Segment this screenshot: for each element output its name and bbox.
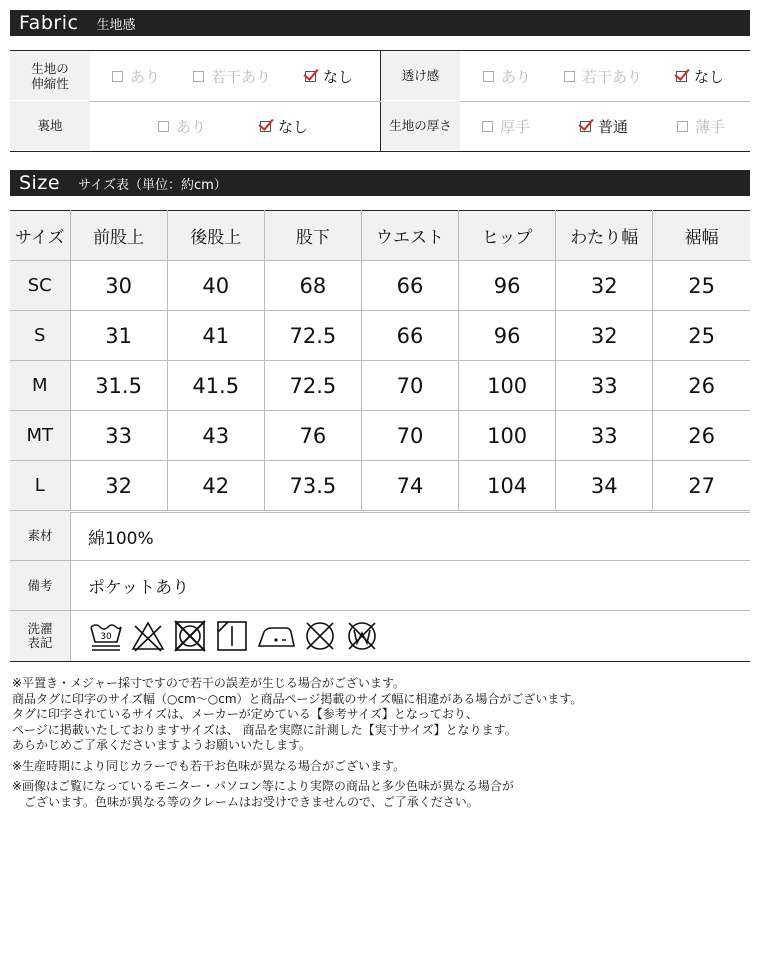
checkbox-icon [193,71,204,82]
checkbox-icon [482,121,493,132]
size-label: SC [10,261,70,311]
note-line: あらかじめご了承くださいますようお願いいたします。 [12,738,312,752]
size-row [10,311,750,361]
option-normal: 普通 [580,116,628,137]
size-title-jp: サイズ表（単位：約cm） [78,177,227,193]
checkbox-icon [112,71,123,82]
remarks-label: 備考 [10,561,71,610]
size-cell: 32 [556,311,653,361]
size-cell: 96 [459,311,556,361]
fabric-title-en: Fabric [19,12,79,34]
size-column-header: ウエスト [361,211,458,261]
size-cell: 30 [70,261,167,311]
size-cell: 26 [653,361,750,411]
fabric-label-thickness: 生地の厚さ [381,101,460,150]
remarks-row [10,561,750,611]
size-column-header: 裾幅 [653,211,750,261]
size-cell: 73.5 [264,461,361,512]
size-cell: 70 [361,361,458,411]
size-cell: 34 [556,461,653,512]
size-label: L [10,461,70,512]
size-cell: 40 [167,261,264,311]
size-cell: 33 [556,411,653,461]
fabric-table [10,50,750,152]
size-column-header: 股下 [264,211,361,261]
size-cell: 70 [361,411,458,461]
checked-checkbox-icon [676,71,687,82]
size-title-en: Size [19,172,61,194]
size-label: S [10,311,70,361]
checkbox-icon [483,71,494,82]
checked-checkbox-icon [305,71,316,82]
size-cell: 41.5 [167,361,264,411]
size-cell: 33 [556,361,653,411]
fabric-row-2 [10,101,750,151]
multiline-label: 生地の 伸縮性 [31,60,69,91]
option-lining-none: なし [260,116,308,137]
care-icons [71,611,750,661]
size-header-row [10,211,750,261]
checked-checkbox-icon [580,121,591,132]
wash-30-icon [88,618,124,654]
size-column-header: 後股上 [167,211,264,261]
note-line: 商品タグに印字のサイズ幅（○cm～○cm）と商品ページ掲載のサイズ幅に相違がある場合がございます。 [12,691,583,706]
note-line: ※平置き・メジャー採寸ですので若干の誤差が生じる場合がございます。 [12,676,405,690]
checked-checkbox-icon [260,121,271,132]
size-cell: 100 [459,361,556,411]
info-table [10,512,750,662]
option-thin: 薄手 [677,116,725,137]
size-cell: 74 [361,461,458,512]
note-line: ございます。色味が異なる等のクレームはお受けできませんので、ご了承ください。 [12,794,479,809]
size-column-header: 前股上 [70,211,167,261]
size-cell: 100 [459,411,556,461]
remarks-value: ポケットあり [88,578,190,598]
size-label: M [10,361,70,411]
size-table [10,210,750,513]
size-cell: 25 [653,261,750,311]
size-cell: 104 [459,461,556,512]
size-column-header: ヒップ [459,211,556,261]
size-row [10,361,750,411]
size-cell: 68 [264,261,361,311]
size-cell: 96 [459,261,556,311]
size-cell: 43 [167,411,264,461]
care-row [10,611,750,662]
no-tumble-dry-icon [172,618,208,654]
size-cell: 33 [70,411,167,461]
option-sheer-none: なし [676,66,724,87]
size-cell: 26 [653,411,750,461]
fabric-label-lining: 裏地 [10,101,90,150]
line-dry-shade-icon [214,618,250,654]
size-cell: 72.5 [264,311,361,361]
svg-text:30: 30 [100,632,112,642]
size-row [10,261,750,311]
checkbox-icon [158,121,169,132]
checkbox-icon [564,71,575,82]
material-row [10,512,750,561]
fabric-label-sheer: 透け感 [381,51,460,100]
option-stretch-yes: あり [112,66,160,87]
multiline-label: 洗濯 表記 [27,621,53,650]
size-cell: 42 [167,461,264,512]
option-sheer-yes: あり [483,66,531,87]
size-corner-header: サイズ [10,211,70,261]
size-header-bar [10,170,750,196]
size-label: MT [10,411,70,461]
size-column-header: わたり幅 [556,211,653,261]
option-thick: 厚手 [482,116,530,137]
size-cell: 66 [361,311,458,361]
size-cell: 31 [70,311,167,361]
size-cell: 27 [653,461,750,512]
iron-low-icon [256,618,296,654]
size-cell: 31.5 [70,361,167,411]
size-cell: 66 [361,261,458,311]
fabric-header-bar [10,10,750,36]
size-cell: 72.5 [264,361,361,411]
size-row [10,461,750,512]
no-dry-clean-icon [302,618,338,654]
option-lining-yes: あり [158,116,206,137]
material-label: 素材 [10,512,71,560]
size-cell: 32 [70,461,167,512]
size-cell: 76 [264,411,361,461]
size-cell: 41 [167,311,264,361]
size-cell: 25 [653,311,750,361]
fabric-row-1 [10,51,750,102]
note-line: タグに印字されているサイズは、メーカーが定めている【参考サイズ】となっており、 [12,707,478,721]
size-row [10,411,750,461]
checkbox-icon [677,121,688,132]
option-stretch-none: なし [305,66,353,87]
care-label [10,611,71,661]
size-cell: 32 [556,261,653,311]
note-line: ページに掲載いたしておりますサイズは、 商品を実際に計測した【実寸サイズ】となります。 [12,722,517,737]
fabric-label-stretch [10,51,90,100]
note-line: ※生産時期により同じカラーでも若干お色味が異なる場合がございます。 [12,758,406,773]
option-stretch-slight: 若干あり [193,66,271,87]
no-bleach-icon [130,618,166,654]
material-value: 綿100% [88,528,154,549]
notes [12,676,752,810]
no-wet-clean-icon [344,618,380,654]
note-line: ※画像はご覧になっているモニター・パソコン等により実際の商品と多少色味が異なる場合が [12,779,514,793]
option-sheer-slight: 若干あり [564,66,642,87]
fabric-title-jp: 生地感 [96,17,136,33]
